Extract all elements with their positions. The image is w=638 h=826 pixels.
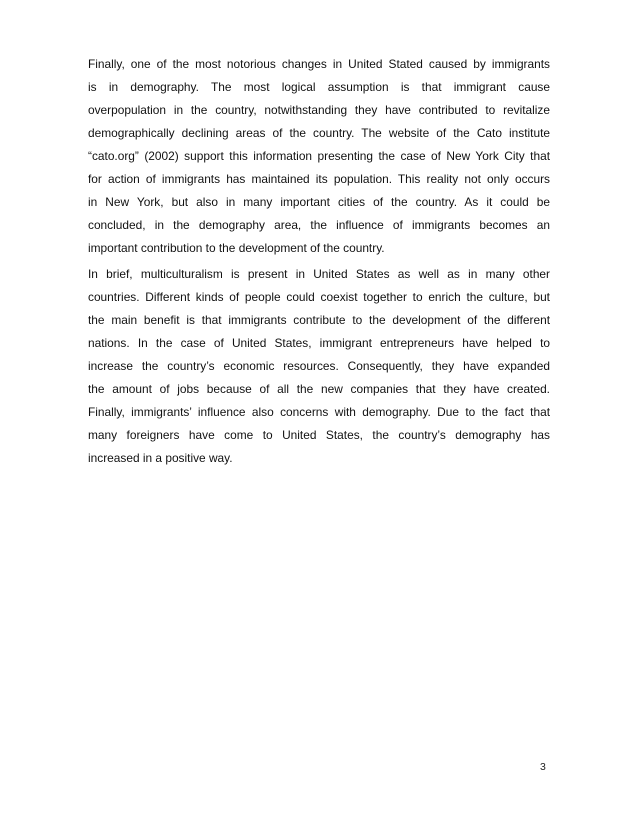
paragraph-line: overpopulation in the country, notwithstanding they have contributed to revitalize: [88, 103, 550, 117]
paragraph-line: increased in a positive way.: [88, 451, 233, 465]
paragraph-line: Finally, one of the most notorious changes in United Stated caused by immigrants: [88, 57, 550, 71]
paragraph-line: many foreigners have come to United States, the country’s demography has: [88, 428, 550, 442]
paragraph-line: demographically declining areas of the country. The website of the Cato institute: [88, 126, 550, 140]
paragraph-line: concluded, in the demography area, the influence of immigrants becomes an: [88, 218, 550, 232]
paragraph-conclusion: [88, 263, 550, 470]
paragraph-line: in New York, but also in many important cities of the country. As it could be: [88, 195, 550, 209]
paragraph-line: the main benefit is that immigrants contribute to the development of the different: [88, 313, 550, 327]
paragraph-line: nations. In the case of United States, immigrant entrepreneurs have helped to: [88, 336, 550, 350]
page-number: 3: [540, 761, 546, 773]
paragraph-line: important contribution to the development of the country.: [88, 241, 385, 255]
paragraph-line: is in demography. The most logical assumption is that immigrant cause: [88, 80, 550, 94]
paragraph-line: “cato.org” (2002) support this information presenting the case of New York City that: [88, 149, 550, 163]
paragraph-line: Finally, immigrants’ influence also concerns with demography. Due to the fact that: [88, 405, 550, 419]
paragraph-line: for action of immigrants has maintained its population. This reality not only occurs: [88, 172, 550, 186]
paragraph-line: the amount of jobs because of all the new companies that they have created.: [88, 382, 550, 396]
paragraph-line: countries. Different kinds of people could coexist together to enrich the culture, but: [88, 290, 550, 304]
paragraph-line: increase the country’s economic resources. Consequently, they have expanded: [88, 359, 550, 373]
paragraph-line: In brief, multiculturalism is present in United States as well as in many other: [88, 267, 550, 281]
paragraph-demography: [88, 53, 550, 260]
